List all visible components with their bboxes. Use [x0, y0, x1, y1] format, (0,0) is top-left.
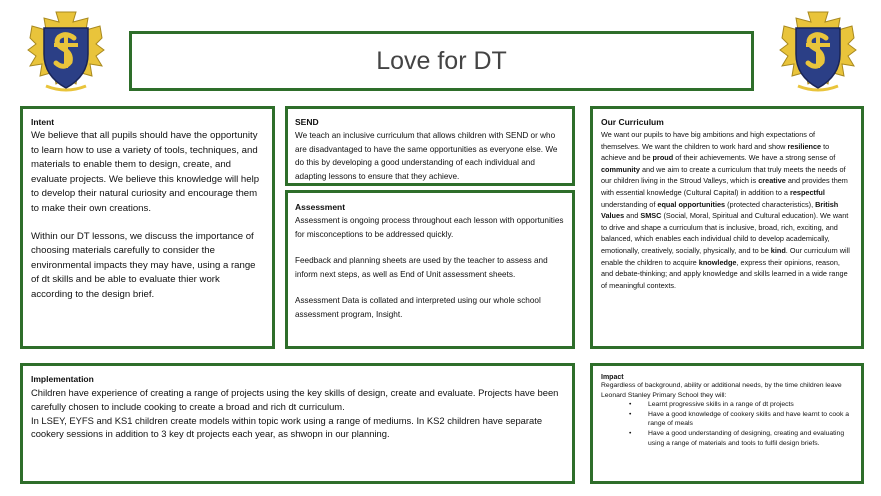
assessment-paragraph-2: Feedback and planning sheets are used by the teacher to assess and inform next steps, as well as End of Unit assessment sheets.: [295, 256, 548, 279]
intent-paragraph-2: Within our DT lessons, we discuss the importance of choosing materials carefully to consider the environmental impacts they may have, using a range of dt skills and be able to evaluate thier work according to the design brief.: [31, 230, 256, 300]
send-heading: SEND: [295, 117, 319, 127]
list-item: • Learnt progressive skills in a range of dt projects: [601, 400, 853, 410]
keyword-respectful: respectful: [790, 187, 825, 197]
keyword-kind: kind: [770, 245, 786, 255]
impact-list: [601, 400, 853, 448]
assessment-panel: [285, 190, 575, 349]
impact-intro: Regardless of background, ability or additional needs, by the time children leave Leonard Stanley Primary School they will:: [601, 382, 842, 399]
intent-heading: Intent: [31, 117, 55, 127]
keyword-community: community: [601, 164, 640, 174]
keyword-proud: proud: [652, 153, 674, 163]
send-panel: [285, 106, 575, 186]
keyword-smsc: SMSC: [640, 211, 662, 221]
assessment-paragraph-1: Assessment is ongoing process throughout each lesson with opportunities for misconceptions to be addressed quickly.: [295, 216, 564, 239]
intent-paragraph-1: We believe that all pupils should have the opportunity to learn how to use a variety of tools, techniques, and materials to enable them to design, create, and evaluate projects. We believe this knowledge will help to develop their natural curiosity and encourage them to make their own creations.: [31, 130, 260, 214]
assessment-paragraph-3: Assessment Data is collated and interpreted using our whole school assessment program, Insight.: [295, 296, 541, 319]
implementation-line-1: Children have experience of creating a range of projects using the key skills of design, create and evaluate. Projects have been carefully chosen to include cooking to create a broad and rich dt curriculum.: [31, 387, 559, 412]
send-text: We teach an inclusive curriculum that allows children with SEND or who are disadvantaged to have the same opportunities as everyone else. We do this by developing a good understanding of each individual and adapting lessons to ensure that they achieve.: [295, 131, 558, 181]
curriculum-panel: [590, 106, 864, 349]
keyword-resilience: resilience: [787, 141, 822, 151]
list-item: • Have a good understanding of designing, creating and evaluating using a range of materials and tools to fulfil design briefs.: [601, 429, 853, 448]
school-crest-icon: [778, 10, 858, 94]
impact-heading: Impact: [601, 374, 624, 381]
keyword-creative: creative: [758, 176, 786, 186]
intent-panel: [20, 106, 275, 349]
curriculum-text: We want our pupils to have big ambitions and high expectations of themselves. We want the children to work hard and show resilience to achieve and be proud of their achievements. We have a strong sense of community and we aim to create a curriculum that truly meets the needs of our children living in the Stroud Valleys, which is creative and provides them with essential knowledge (Cultural Capital) in addition to a respectful understanding of equal opportunities (protected characteristics), British Values and SMSC (Social, Moral, Spiritual and Cultural education). We want to drive and shape a curriculum that is inclusive, broad, rich, exciting, and balanced, which enables each individual child to develop academically, emotionally, creatively, socially, physically, and to be kind. Our curriculum will enable the children to acquire knowledge, express their opinions, reason, and debate-thinking; and apply knowledge and skills learned in a wide range of meaningful contexts.: [601, 130, 850, 290]
keyword-knowledge: knowledge: [698, 257, 737, 267]
impact-panel: [590, 363, 864, 484]
implementation-line-2: In LSEY, EYFS and KS1 children create models within topic work using a range of mediums. In KS2 children have separate cookery sessions in addition to 3 key dt projects each year, as shwopn in our planning.: [31, 414, 543, 440]
curriculum-heading: Our Curriculum: [601, 117, 664, 127]
keyword-british-values: British Values: [601, 199, 839, 221]
assessment-heading: Assessment: [295, 202, 346, 212]
keyword-equal-opportunities: equal opportunities: [657, 199, 726, 209]
page-title: Love for DT: [376, 46, 507, 75]
school-crest-icon: [26, 10, 106, 94]
title-box: [129, 31, 754, 91]
implementation-panel: [20, 363, 575, 484]
implementation-heading: Implementation: [31, 374, 94, 384]
list-item: • Have a good knowledge of cookery skills and have learnt to cook a range of meals: [601, 410, 853, 429]
